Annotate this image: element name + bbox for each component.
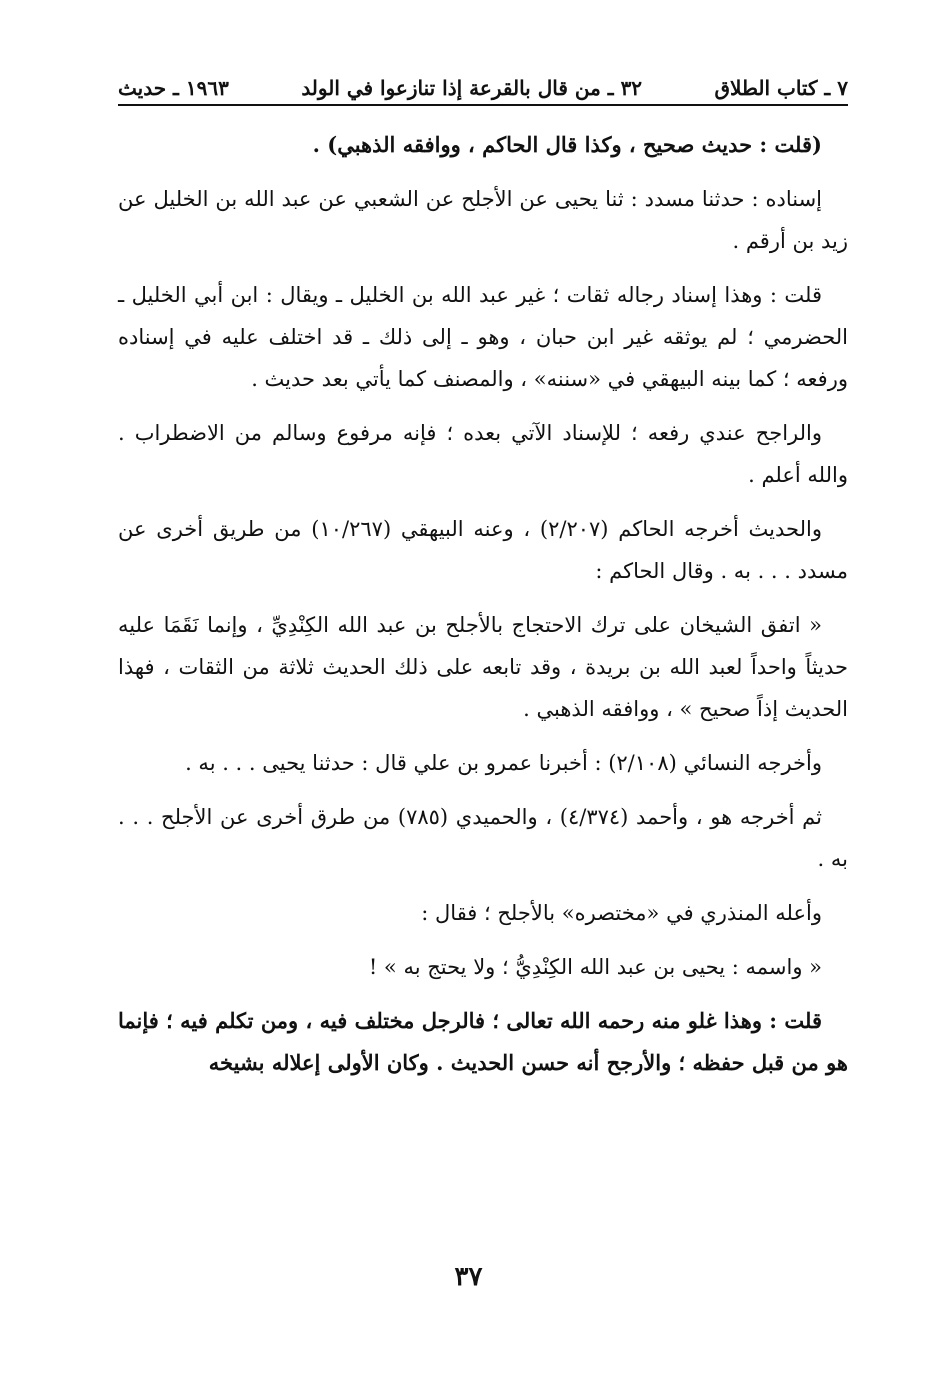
paragraph-narrators: قلت : وهذا إسناد رجاله ثقات ؛ غير عبد الله بن الخليل ـ ويقال : ابن أبي الخليل ـ الحضرمي ؛ لم يوثقه غير ابن حبان ، وهو ـ إلى ذلك ـ قد اختلف عليه في إسناده ورفعه ؛ كما بينه البيهقي في «سننه» ، والمصنف كما يأتي بعد حديث . — [118, 283, 848, 391]
header-rule — [118, 104, 848, 106]
header-book-title: ٧ ـ كتاب الطلاق — [714, 76, 848, 100]
paragraph-mundhiri: وأعله المنذري في «مختصره» بالأجلح ؛ فقال : — [421, 901, 822, 925]
paragraph-nasai: وأخرجه النسائي (٢/١٠٨) : أخبرنا عمرو بن علي قال : حدثنا يحيى . . . به . — [185, 751, 822, 775]
paragraph-ahmad-humaidi: ثم أخرجه هو ، وأحمد (٤/٣٧٤) ، والحميدي (٧٨٥) من طرق أخرى عن الأجلح . . . به . — [118, 805, 848, 871]
paragraph-takhrij-hakim: والحديث أخرجه الحاكم (٢/٢٠٧) ، وعنه البيهقي (١٠/٢٦٧) من طريق أخرى عن مسدد . . . به . وقال الحاكم : — [118, 517, 848, 583]
paragraph-preference: والراجح عندي رفعه ؛ للإسناد الآتي بعده ؛ فإنه مرفوع وسالم من الاضطراب . والله أعلم . — [118, 421, 848, 487]
header-chapter-title: ٣٢ ـ من قال بالقرعة إذا تنازعوا في الولد — [301, 76, 643, 100]
paragraph-verdict: (قلت : حديث صحيح ، وكذا قال الحاكم ، ووافقه الذهبي) . — [312, 132, 822, 157]
paragraph-hakim-quote: « اتفق الشيخان على ترك الاحتجاج بالأجلح بن عبد الله الكِنْدِيِّ ، وإنما نَقَمَا عليه حديثاً واحداً لعبد الله بن بريدة ، وقد تابعه على ذلك الحديث ثلاثة من الثقات ، فهذا الحديث إذاً صحيح » ، ووافقه الذهبي . — [118, 613, 848, 721]
paragraph-mundhiri-quote: « واسمه : يحيى بن عبد الله الكِنْدِيُّ ؛ ولا يحتج به » ! — [368, 955, 822, 979]
page-body — [118, 122, 848, 1096]
running-header — [118, 66, 848, 100]
paragraph-isnad: إسناده : حدثنا مسدد : ثنا يحيى عن الأجلح عن الشعبي عن عبد الله بن الخليل عن زيد بن أرقم . — [118, 187, 848, 253]
paragraph-rebuttal: قلت : وهذا غلو منه رحمه الله تعالى ؛ فالرجل مختلف فيه ، ومن تكلم فيه ؛ فإنما هو من قبل حفظه ؛ والأرجح أنه حسن الحديث . وكان الأولى إعلاله بشيخه — [118, 1008, 848, 1075]
header-hadith-number: ١٩٦٣ ـ حديث — [118, 76, 229, 100]
page-number: ٣٧ — [454, 1262, 483, 1292]
